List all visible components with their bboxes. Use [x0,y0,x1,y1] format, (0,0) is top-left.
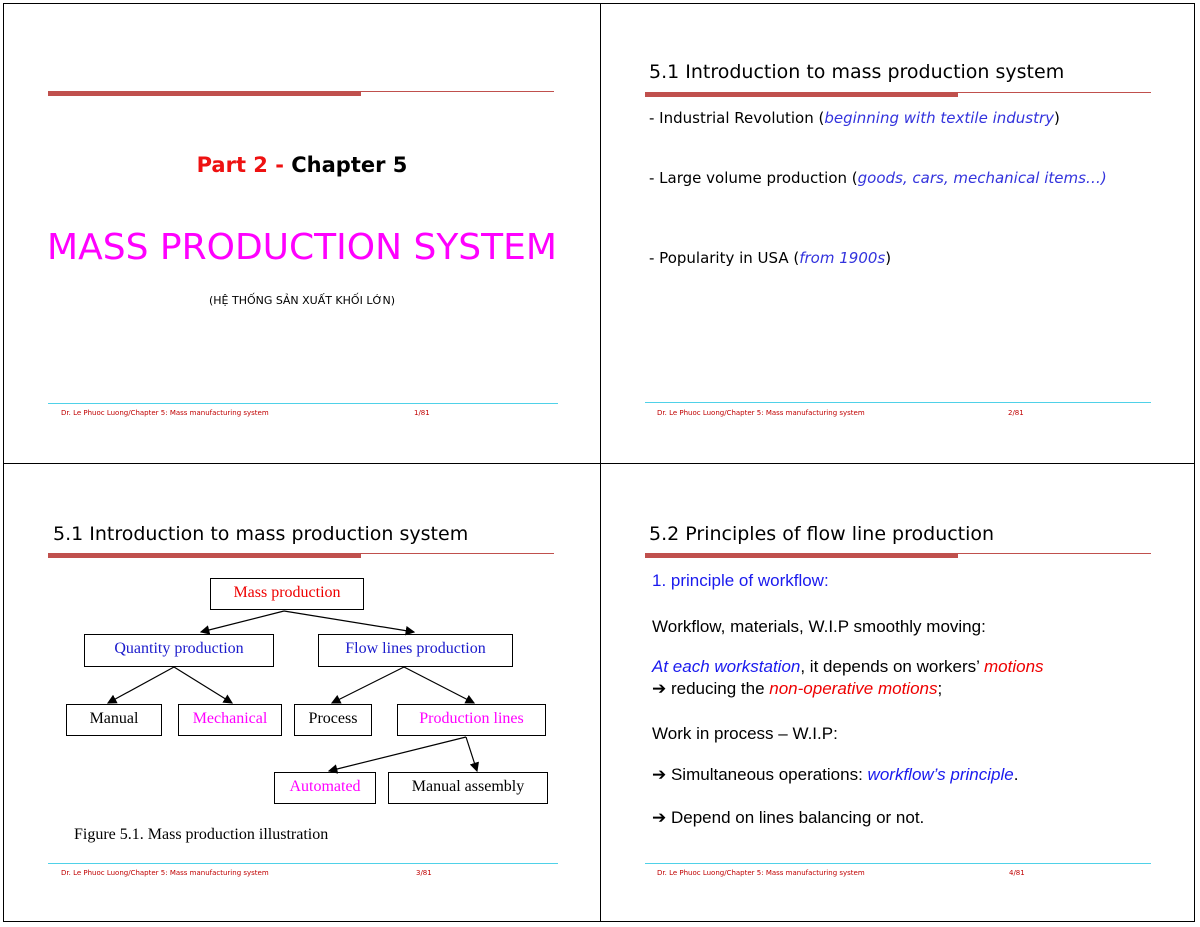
footer-line [645,863,1151,864]
line-balancing: ➔ Depend on lines balancing or not. [652,808,925,827]
bullet-3: - Popularity in USA (from 1900s) [649,249,892,267]
footer-text: Dr. Le Phuoc Luong/Chapter 5: Mass manufacturing system [657,869,865,877]
title-bar-thin [361,91,554,92]
principle-heading: 1. principle of workflow: [652,571,829,590]
arrow-icon: ➔ [652,679,667,698]
footer-line [48,403,558,404]
main-title: MASS PRODUCTION SYSTEM [47,227,557,268]
slide-4 [601,464,1197,924]
arrow-icon: ➔ [652,808,667,827]
box-process: Process [294,704,372,736]
box-automated: Automated [274,772,376,804]
arrow-lines-manual-assembly [466,737,477,771]
box-flow-lines-production: Flow lines production [318,634,513,667]
title-bar-thin [958,92,1151,93]
subtitle: (HỆ THỐNG SẢN XUẤT KHỐI LỚN) [208,294,396,307]
title-bar-thick [645,553,958,558]
arrow-flow-lines [404,667,474,703]
title-bar-thick [48,91,361,96]
part-label: Part 2 - [196,153,284,177]
page-number: 1/81 [414,409,430,417]
arrow-icon: ➔ [652,765,667,784]
arrow-lines-automated [329,737,466,771]
line-wip: Work in process – W.I.P: [652,724,838,743]
page-number: 4/81 [1009,869,1025,877]
title-bar-thick [645,92,958,97]
bullet-1: - Industrial Revolution (beginning with textile industry) [649,109,1060,127]
diagram-connectors [4,464,600,924]
box-manual-assembly: Manual assembly [388,772,548,804]
arrow-root-quantity [201,611,284,632]
title-bar-thin [958,553,1151,554]
footer-text: Dr. Le Phuoc Luong/Chapter 5: Mass manufacturing system [61,869,269,877]
bullet-2: - Large volume production (goods, cars, mechanical items…) [649,169,1107,187]
footer-text: Dr. Le Phuoc Luong/Chapter 5: Mass manufacturing system [61,409,269,417]
footer-line [645,402,1151,403]
footer-line [48,863,558,864]
line-workflow: Workflow, materials, W.I.P smoothly moving: [652,617,986,636]
slide-1 [4,4,600,464]
figure-caption: Figure 5.1. Mass production illustration [74,826,329,843]
box-mechanical: Mechanical [178,704,282,736]
slide-3 [4,464,600,924]
line-workstation: At each workstation, it depends on workers’ motions [652,657,1044,676]
box-mass-production: Mass production [210,578,364,610]
page-number: 2/81 [1008,409,1024,417]
slide-title: 5.1 Introduction to mass production system [649,61,1065,83]
line-reducing: ➔ reducing the non-operative motions; [652,679,943,698]
arrow-quantity-mechanical [174,667,232,703]
arrow-root-flow [284,611,414,632]
slide-title: 5.1 Introduction to mass production system [53,523,469,545]
arrow-quantity-manual [108,667,174,703]
box-production-lines: Production lines [397,704,546,736]
chapter-heading [4,153,600,177]
chapter-label: Chapter 5 [291,153,408,177]
box-manual: Manual [66,704,162,736]
footer-text: Dr. Le Phuoc Luong/Chapter 5: Mass manufacturing system [657,409,865,417]
line-simultaneous: ➔ Simultaneous operations: workflow’s principle. [652,765,1019,784]
page-number: 3/81 [416,869,432,877]
box-quantity-production: Quantity production [84,634,274,667]
slide-2 [601,4,1197,464]
slide-title: 5.2 Principles of flow line production [649,523,995,545]
arrow-flow-process [332,667,404,703]
